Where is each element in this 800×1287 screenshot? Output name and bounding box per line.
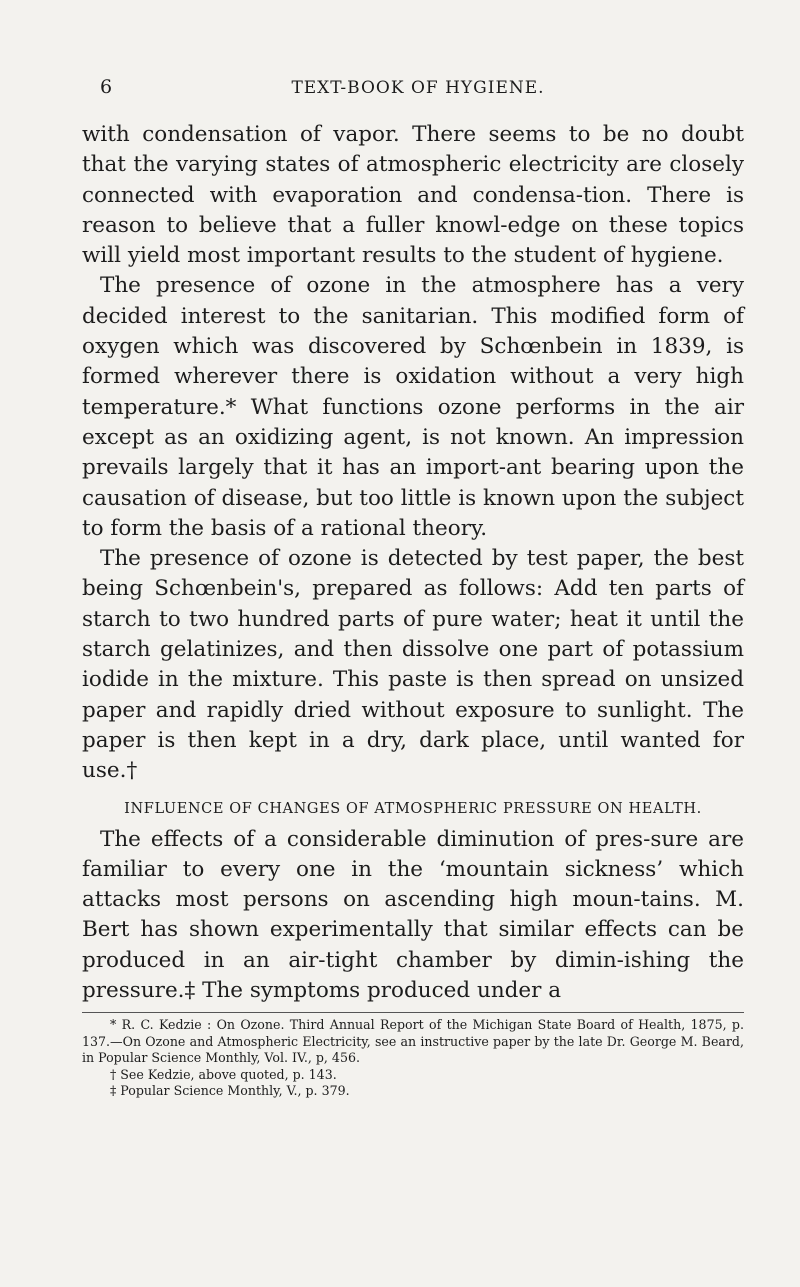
footnote-1: * R. C. Kedzie : On Ozone. Third Annual Report of the Michigan State Board of Health, 1875, p. 137.—On Ozone and Atmospheric Electricity, see an instructive paper by the late Dr. George M. Beard, in Popular Science Monthly, Vol. IV., p, 456. [82, 1017, 744, 1066]
footnote-3: ‡ Popular Science Monthly, V., p. 379. [110, 1083, 350, 1099]
section-heading: INFLUENCE OF CHANGES OF ATMOSPHERIC PRESSURE ON HEALTH. [124, 800, 702, 817]
paragraph-4: The effects of a considerable diminution of pres-sure are familiar to every one in the ‘mountain sickness’ which attacks most persons on ascending high moun-tains. M. Bert has shown experimentally that similar effects can be produced in an air-tight chamber by dimin-ishing the pressure.‡ The symptoms produced under a [82, 826, 744, 1004]
paragraph-3: The presence of ozone is detected by test paper, the best being Schœnbein's, prepared as follows: Add ten parts of starch to two hundred parts of pure water; heat it until the starch gelatinizes, and then dissolve one part of potassium iodide in the mixture. This paste is then spread on unsized paper and rapidly dried without exposure to sunlight. The paper is then kept in a dry, dark place, until wanted for use.† [82, 546, 744, 784]
footnotes [82, 1017, 744, 1100]
body-text [82, 120, 744, 1006]
book-page [82, 76, 744, 1100]
footnote-divider [82, 1012, 744, 1013]
paragraph-1: with condensation of vapor. There seems to be no doubt that the varying states of atmospheric electricity are closely connected with evaporation and condensa-tion. There is reason to believe that a fuller knowl-edge on these topics will yield most important results to the student of hygiene. [82, 122, 744, 269]
paragraph-2: The presence of ozone in the atmosphere has a very decided interest to the sanitarian. This modified form of oxygen which was discovered by Schœnbein in 1839, is formed wherever there is oxidation without a very high temperature.* What functions ozone performs in the air except as an oxidizing agent, is not known. An impression prevails largely that it has an import-ant bearing upon the causation of disease, but too little is known upon the subject to form the basis of a rational theory. [82, 273, 744, 541]
running-title: TEXT-BOOK OF HYGIENE. [291, 78, 545, 98]
footnote-2: † See Kedzie, above quoted, p. 143. [110, 1066, 337, 1082]
page-header: 6 TEXT-BOOK OF HYGIENE. [82, 76, 744, 98]
